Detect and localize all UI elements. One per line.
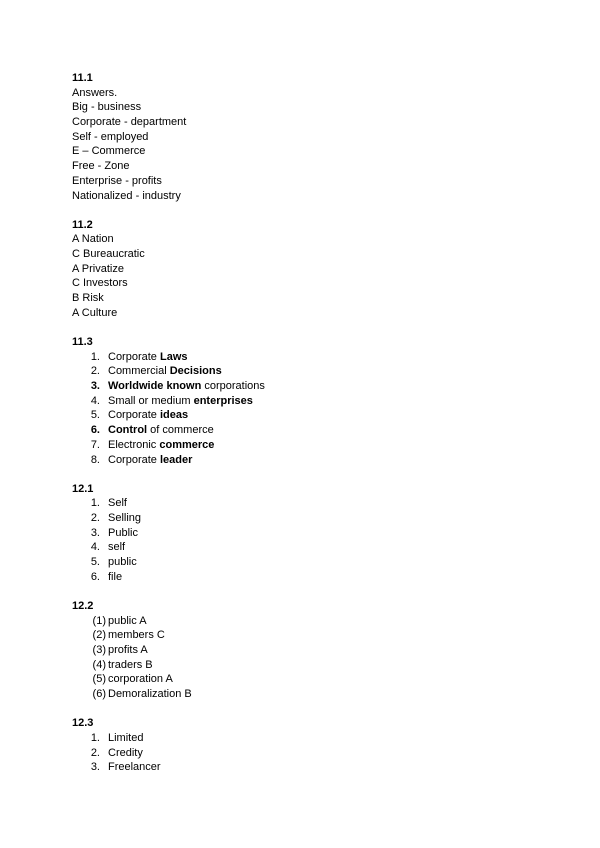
item-text: profits A xyxy=(108,644,148,657)
item-bold-text: commerce xyxy=(159,438,215,451)
text-line: C Bureaucratic xyxy=(72,248,145,261)
list-item xyxy=(72,658,552,673)
list-item xyxy=(72,379,552,394)
item-text: Self xyxy=(108,497,127,510)
list-item xyxy=(72,570,552,585)
item-text: Public xyxy=(108,526,138,539)
text-line: A Nation xyxy=(72,233,114,246)
text-line: C Investors xyxy=(72,277,128,290)
list-item xyxy=(72,643,552,658)
list-number: 3. xyxy=(90,380,100,393)
list-number: 8. xyxy=(90,453,100,466)
list-item xyxy=(72,350,552,365)
item-text: self xyxy=(108,541,126,554)
section-heading-11-2: 11.2 xyxy=(72,218,93,231)
list-item xyxy=(72,408,552,423)
list-item xyxy=(72,555,552,570)
list-item xyxy=(72,496,552,511)
list-item xyxy=(72,746,552,761)
item-text: Selling xyxy=(108,512,142,525)
item-text: of commerce xyxy=(147,424,214,437)
item-bold-text: Laws xyxy=(159,350,188,363)
list-number: (1) xyxy=(92,614,106,627)
item-text: Corporate xyxy=(108,409,160,422)
list-number: 5. xyxy=(90,556,100,569)
item-text: public xyxy=(108,556,137,569)
text-line: Answers. xyxy=(72,86,118,99)
item-text: Limited xyxy=(108,732,144,744)
item-text: Demoralization B xyxy=(108,688,192,701)
text-line: Free - Zone xyxy=(72,160,130,173)
text-line: Corporate - department xyxy=(72,116,187,129)
section-heading-12-1: 12.1 xyxy=(72,482,94,495)
list-number: 7. xyxy=(90,438,100,451)
item-text: Commercial xyxy=(108,365,170,378)
list-item xyxy=(72,423,552,438)
item-text: traders B xyxy=(108,658,153,671)
list-number: (4) xyxy=(92,658,106,671)
list-item xyxy=(72,394,552,409)
list-item xyxy=(72,672,552,687)
item-text: file xyxy=(108,570,123,583)
list-number: (6) xyxy=(92,688,106,701)
item-text: Corporate xyxy=(108,453,160,466)
text-line: Enterprise - profits xyxy=(72,174,162,187)
text-line: Self - employed xyxy=(72,130,149,143)
item-bold-text: Control xyxy=(108,424,148,437)
text-line: E – Commerce xyxy=(72,145,146,158)
list-number: 4. xyxy=(90,541,100,554)
list-number: 4. xyxy=(90,394,100,407)
text-line: A Privatize xyxy=(72,262,124,275)
list-number: 2. xyxy=(90,512,100,525)
list-item xyxy=(72,540,552,555)
item-text: Freelancer xyxy=(108,761,161,774)
text-line: B Risk xyxy=(72,292,104,305)
text-line: Nationalized - industry xyxy=(72,189,181,202)
list-number: 6. xyxy=(90,424,100,437)
item-text: Electronic xyxy=(108,438,160,451)
text-line: A Culture xyxy=(72,306,118,319)
list-number: 3. xyxy=(90,761,100,774)
item-text: public A xyxy=(108,614,147,627)
list-item xyxy=(72,614,552,629)
list-number: 2. xyxy=(90,365,100,378)
list-number: 1. xyxy=(90,497,100,510)
list-item xyxy=(72,453,552,468)
section-heading-12-2: 12.2 xyxy=(72,600,94,612)
list-item xyxy=(72,687,552,702)
item-text: corporations xyxy=(201,380,265,393)
list-item xyxy=(72,731,552,746)
item-bold-text: ideas xyxy=(159,409,189,422)
item-bold-text: enterprises xyxy=(193,394,253,407)
item-text: members C xyxy=(108,629,165,642)
list-number: 6. xyxy=(90,570,100,583)
list-number: 3. xyxy=(90,526,100,539)
item-bold-text: Worldwide known xyxy=(108,380,202,393)
list-number: (3) xyxy=(92,644,106,657)
list-number: (2) xyxy=(92,629,106,642)
item-text: Small or medium xyxy=(108,394,194,407)
section-heading-11-3: 11.3 xyxy=(72,336,93,348)
list-item xyxy=(72,438,552,453)
list-number: 5. xyxy=(90,409,100,422)
list-number: 1. xyxy=(90,732,100,744)
list-number: (5) xyxy=(92,673,106,686)
document-page xyxy=(72,71,552,775)
list-number: 2. xyxy=(90,746,100,759)
section-heading-11-1: 11.1 xyxy=(72,72,93,84)
item-text: Corporate xyxy=(108,350,160,363)
list-item xyxy=(72,628,552,643)
list-number: 1. xyxy=(90,350,100,363)
item-text: Credity xyxy=(108,746,143,759)
section-heading-12-3: 12.3 xyxy=(72,717,94,730)
list-item xyxy=(72,511,552,526)
item-bold-text: Decisions xyxy=(169,365,222,378)
list-item xyxy=(72,760,552,775)
list-item xyxy=(72,526,552,541)
item-bold-text: leader xyxy=(159,453,193,466)
item-text: corporation A xyxy=(108,673,173,686)
text-line: Big - business xyxy=(72,101,142,114)
list-item xyxy=(72,364,552,379)
